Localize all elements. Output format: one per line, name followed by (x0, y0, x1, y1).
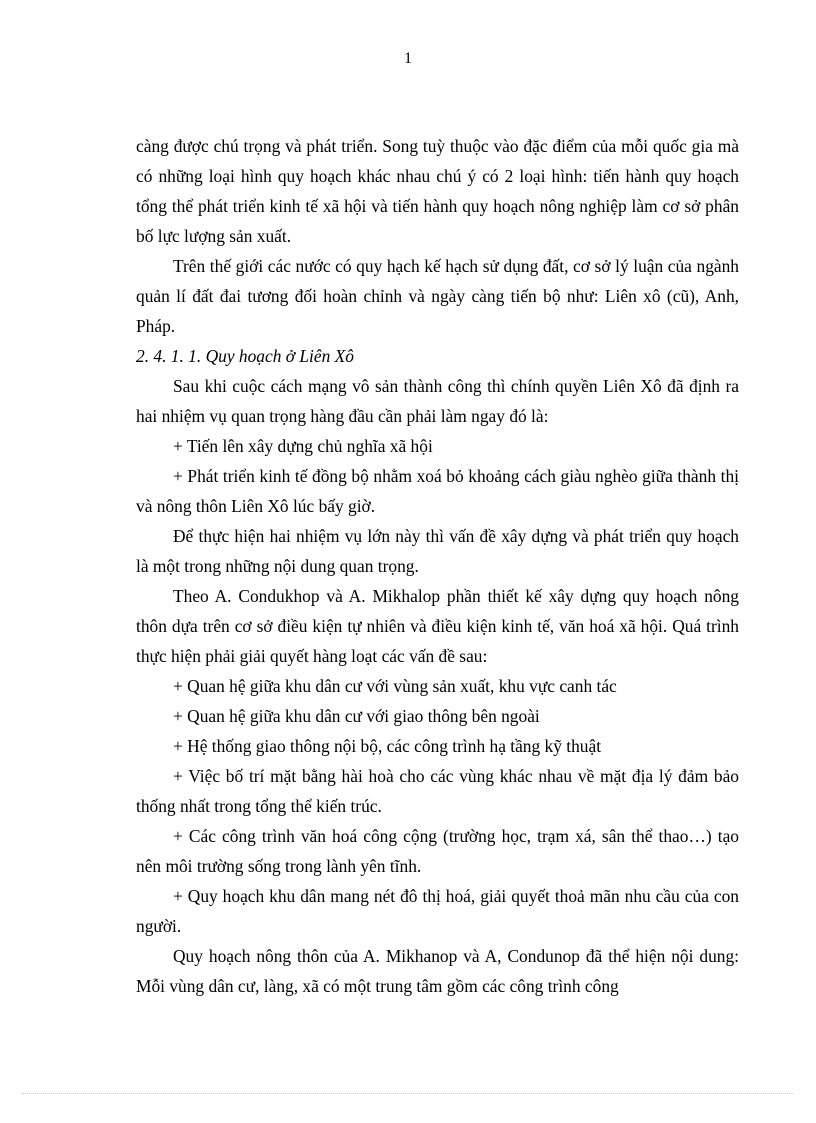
bullet-residential-traffic: + Quan hệ giữa khu dân cư với giao thông bên ngoài (173, 706, 540, 726)
bullet-layout-harmony: + Việc bố trí mặt bằng hài hoà cho các vùng khác nhau về mặt địa lý đảm bảo thống nhất trong tổng thể kiến trúc. (136, 766, 739, 816)
paragraph-condukhop: Theo A. Condukhop và A. Mikhalop phần thiết kế xây dựng quy hoạch nông thôn dựa trên cơ sở điều kiện tự nhiên và điều kiện kinh tế, văn hoá xã hội. Quá trình thực hiện phải giải quyết hàng loạt các vấn đề sau: (136, 586, 739, 666)
bullet-socialism: + Tiến lên xây dựng chủ nghĩa xã hội (173, 436, 433, 456)
paragraph-two-tasks: Để thực hiện hai nhiệm vụ lớn này thì vấn đề xây dựng và phát triển quy hoạch là một trong những nội dung quan trọng. (136, 526, 739, 576)
paragraph-mikhanop: Quy hoạch nông thôn của A. Mikhanop và A, Condunop đã thể hiện nội dung: Mỗi vùng dân cư, làng, xã có một trung tâm gồm các công trình công (136, 946, 739, 996)
bullet-economic-development: + Phát triển kinh tế đồng bộ nhằm xoá bỏ khoảng cách giàu nghèo giữa thành thị và nông thôn Liên Xô lúc bấy giờ. (136, 466, 739, 516)
paragraph-intro-continued: càng được chú trọng và phát triển. Song tuỳ thuộc vào đặc điểm của mỗi quốc gia mà có những loại hình quy hoạch khác nhau chú ý có 2 loại hình: tiến hành quy hoạch tổng thể phát triển kinh tế xã hội và tiến hành quy hoạch nông nghiệp làm cơ sở phân bố lực lượng sản xuất. (136, 136, 739, 246)
bullet-public-works: + Các công trình văn hoá công cộng (trường học, trạm xá, sân thể thao…) tạo nên môi trường sống trong lành yên tĩnh. (136, 826, 739, 876)
page-number: 1 (404, 50, 412, 67)
footer-divider (22, 1093, 794, 1094)
bullet-urbanization: + Quy hoạch khu dân mang nét đô thị hoá, giải quyết thoả mãn nhu cầu của con người. (136, 886, 739, 936)
bullet-internal-traffic: + Hệ thống giao thông nội bộ, các công trình hạ tầng kỹ thuật (173, 736, 602, 756)
paragraph-world-planning: Trên thế giới các nước có quy hạch kế hạch sử dụng đất, cơ sở lý luận của ngành quản lí đất đai tương đối hoàn chỉnh và ngày càng tiến bộ như: Liên xô (cũ), Anh, Pháp. (136, 256, 739, 336)
bullet-residential-production: + Quan hệ giữa khu dân cư với vùng sản xuất, khu vực canh tác (173, 676, 617, 696)
document-body (136, 131, 739, 1001)
paragraph-revolution: Sau khi cuộc cách mạng vô sản thành công thì chính quyền Liên Xô đã định ra hai nhiệm vụ quan trọng hàng đầu cần phải làm ngay đó là: (136, 376, 739, 426)
section-heading: 2. 4. 1. 1. Quy hoạch ở Liên Xô (136, 346, 354, 366)
